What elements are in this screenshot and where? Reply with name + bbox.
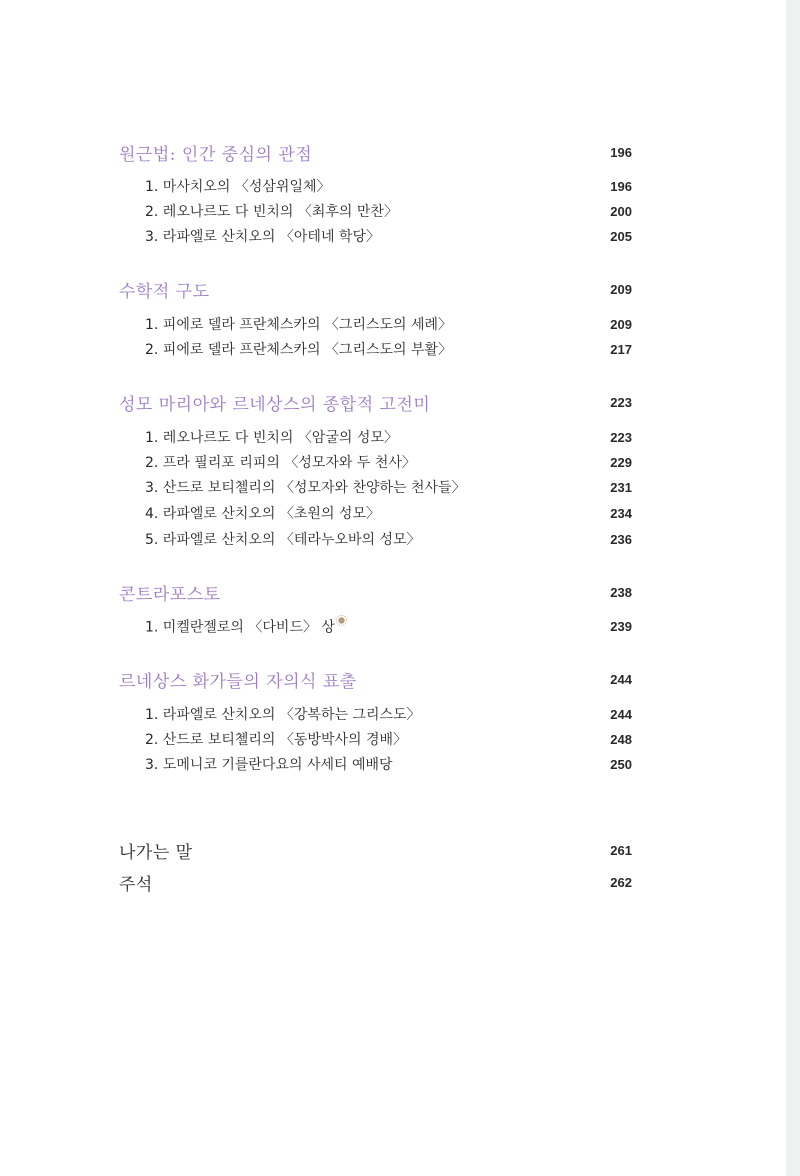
page-number: 223 <box>610 429 632 445</box>
item-title: 4. 라파엘로 산치오의 〈초원의 성모〉 <box>145 506 380 522</box>
toc-section-contrapposto[interactable] <box>119 580 632 604</box>
page-number: 209 <box>610 316 632 332</box>
item-title: 2. 산드로 보티첼리의 〈동방박사의 경배〉 <box>145 732 408 748</box>
table-of-contents <box>119 0 632 1176</box>
page-number: 223 <box>610 394 632 410</box>
section-title: 성모 마리아와 르네상스의 종합적 고전미 <box>119 394 431 415</box>
toc-notes[interactable] <box>119 870 632 894</box>
page-edge <box>786 0 800 1176</box>
toc-section-madonna[interactable] <box>119 390 632 414</box>
item-title: 5. 라파엘로 산치오의 〈테라누오바의 성모〉 <box>145 532 421 548</box>
gold-sparkle-icon <box>336 615 347 626</box>
section-title: 수학적 구도 <box>119 281 210 302</box>
toc-item[interactable] <box>119 452 632 472</box>
item-title: 1. 라파엘로 산치오의 〈강복하는 그리스도〉 <box>145 707 421 723</box>
page-number: 262 <box>610 874 632 890</box>
item-title <box>119 615 347 637</box>
page-number: 205 <box>610 228 632 244</box>
toc-item[interactable] <box>119 704 632 724</box>
toc-item[interactable] <box>119 339 632 359</box>
page-number: 248 <box>610 731 632 747</box>
toc-item[interactable] <box>119 729 632 749</box>
item-title: 3. 도메니코 기를란다요의 사세티 예배당 <box>145 757 393 773</box>
item-title: 1. 마사치오의 〈성삼위일체〉 <box>145 179 331 195</box>
page-number: 239 <box>610 618 632 634</box>
item-title-text: 1. 미켈란젤로의 〈다비드〉 상 <box>145 619 335 636</box>
closing-title: 주석 <box>119 874 153 895</box>
toc-item[interactable] <box>119 201 632 221</box>
page-number: 244 <box>610 671 632 687</box>
page-number: 196 <box>610 178 632 194</box>
item-title: 2. 피에로 델라 프란체스카의 〈그리스도의 부활〉 <box>145 342 453 358</box>
page-number: 261 <box>610 842 632 858</box>
toc-item[interactable] <box>119 226 632 246</box>
item-title: 3. 산드로 보티첼리의 〈성모자와 찬양하는 천사들〉 <box>145 480 466 496</box>
toc-item[interactable] <box>119 503 632 523</box>
toc-item[interactable] <box>119 176 632 196</box>
toc-item[interactable] <box>119 477 632 497</box>
item-title: 3. 라파엘로 산치오의 〈아테네 학당〉 <box>145 229 380 245</box>
item-title: 1. 피에로 델라 프란체스카의 〈그리스도의 세례〉 <box>145 317 453 333</box>
item-title: 2. 프라 필리포 리피의 〈성모자와 두 천사〉 <box>145 455 416 471</box>
toc-item[interactable] <box>119 314 632 334</box>
toc-item[interactable] <box>119 529 632 549</box>
toc-section-perspective[interactable] <box>119 140 632 164</box>
closing-title: 나가는 말 <box>119 842 193 863</box>
toc-closing-remarks[interactable] <box>119 838 632 862</box>
page-number: 238 <box>610 584 632 600</box>
page-number: 250 <box>610 756 632 772</box>
section-title: 원근법: 인간 중심의 관점 <box>119 144 313 165</box>
page-number: 209 <box>610 281 632 297</box>
page-number: 196 <box>610 144 632 160</box>
page-number: 229 <box>610 454 632 470</box>
toc-item[interactable] <box>119 427 632 447</box>
toc-section-mathematical-composition[interactable] <box>119 277 632 301</box>
page-number: 217 <box>610 341 632 357</box>
page-number: 234 <box>610 505 632 521</box>
page-number: 244 <box>610 706 632 722</box>
section-title: 르네상스 화가들의 자의식 표출 <box>119 671 357 692</box>
toc-item[interactable] <box>119 616 632 636</box>
section-title: 콘트라포스토 <box>119 584 221 605</box>
page-number: 236 <box>610 531 632 547</box>
page-number: 231 <box>610 479 632 495</box>
toc-item[interactable] <box>119 754 632 774</box>
page-number: 200 <box>610 203 632 219</box>
toc-section-self-consciousness[interactable] <box>119 667 632 691</box>
item-title: 2. 레오나르도 다 빈치의 〈최후의 만찬〉 <box>145 204 398 220</box>
item-title: 1. 레오나르도 다 빈치의 〈암굴의 성모〉 <box>145 430 398 446</box>
